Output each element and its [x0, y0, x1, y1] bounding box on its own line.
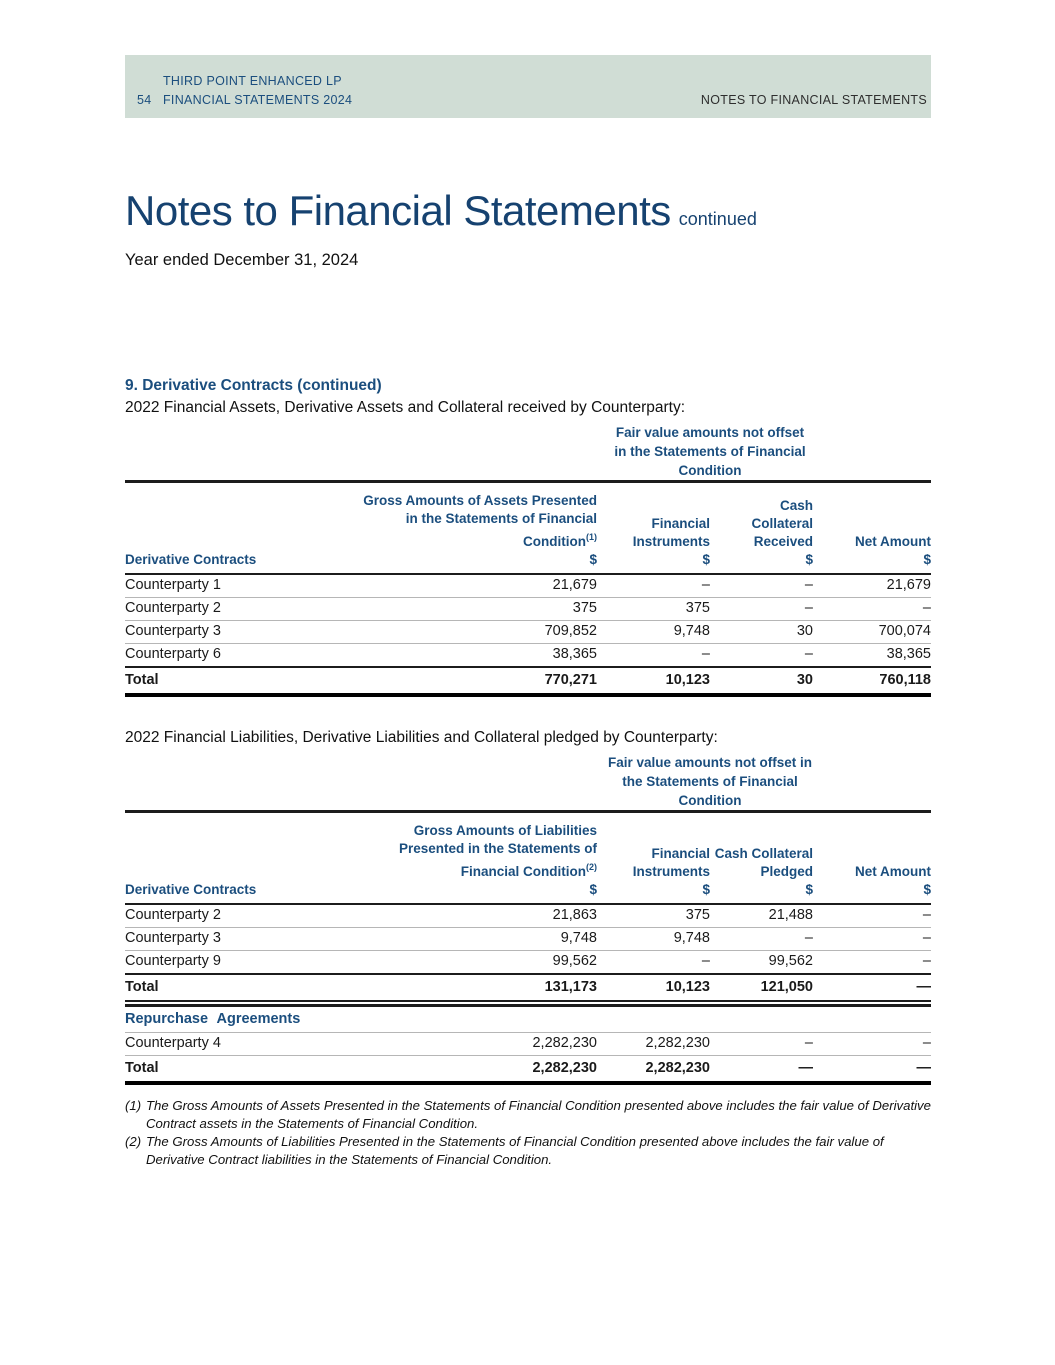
fin-instruments-value: – — [597, 644, 710, 668]
total-cash: 121,050 — [710, 974, 813, 1001]
assets-table — [125, 480, 931, 697]
table1-spanner-text — [465, 423, 955, 480]
total-cash: 30 — [710, 667, 813, 695]
table-row — [125, 598, 931, 621]
table2-column-headers — [125, 812, 931, 905]
total-label: Total — [125, 974, 310, 1001]
table2-spanner — [125, 753, 931, 810]
gross-value: 21,679 — [310, 574, 597, 598]
header-company: THIRD POINT ENHANCED LP — [163, 74, 342, 88]
cash-collateral-value: – — [710, 1032, 813, 1055]
col-line: Gross Amounts of Assets Presented — [363, 493, 597, 508]
document-title-main: Notes to Financial Statements — [125, 187, 671, 234]
footnote-1 — [125, 1097, 931, 1133]
counterparty-label: Counterparty 2 — [125, 598, 310, 621]
col-unit: $ — [805, 552, 813, 567]
spanner-line: Condition — [678, 793, 742, 808]
footnote-ref-1: (1) — [586, 532, 597, 542]
counterparty-label: Counterparty 3 — [125, 928, 310, 951]
fin-instruments-value: 2,282,230 — [597, 1032, 710, 1055]
fin-instruments-value: 9,748 — [597, 621, 710, 644]
gross-value: 375 — [310, 598, 597, 621]
net-amount-value: – — [813, 904, 931, 928]
net-amount-value: – — [813, 598, 931, 621]
table2-intro: 2022 Financial Liabilities, Derivative Liabilities and Collateral pledged by Counterparty: — [125, 729, 718, 746]
col-line: Instruments — [632, 864, 710, 879]
col-line: Cash Collateral — [714, 846, 813, 861]
total-net: — — [813, 974, 931, 1001]
col-derivative-contracts: Derivative Contracts — [125, 482, 310, 575]
total-gross: 131,173 — [310, 974, 597, 1001]
document-title — [125, 188, 931, 242]
spanner-line: in the Statements of Financial — [614, 444, 806, 459]
header-left — [137, 72, 352, 110]
cash-collateral-value: 21,488 — [710, 904, 813, 928]
col-unit: $ — [589, 552, 597, 567]
header-report: FINANCIAL STATEMENTS 2024 — [163, 93, 353, 107]
fin-instruments-value: 9,748 — [597, 928, 710, 951]
counterparty-label: Counterparty 4 — [125, 1032, 310, 1055]
cash-collateral-value: – — [710, 598, 813, 621]
section-heading: 9. Derivative Contracts (continued) — [125, 377, 382, 394]
table1-intro: 2022 Financial Assets, Derivative Assets and Collateral received by Counterparty: — [125, 399, 686, 416]
cash-collateral-value: 30 — [710, 621, 813, 644]
liabilities-table — [125, 810, 931, 1085]
col-cash-collateral-pledged — [710, 812, 813, 905]
col-unit: $ — [702, 882, 710, 897]
fin-instruments-value: 375 — [597, 904, 710, 928]
table-row — [125, 904, 931, 928]
col-line: in the Statements of Financial — [405, 511, 597, 526]
col-line: Presented in the Statements of — [398, 841, 597, 856]
col-unit: $ — [923, 552, 931, 567]
fin-instruments-value: 375 — [597, 598, 710, 621]
footnote-ref-2: (2) — [586, 862, 597, 872]
page-number: 54 — [137, 93, 152, 107]
gross-value: 21,863 — [310, 904, 597, 928]
col-line: Net Amount — [855, 534, 931, 549]
col-gross-amounts — [310, 482, 597, 575]
footnote-text: The Gross Amounts of Assets Presented in the Statements of Financial Condition presented above includes the fair value of Derivative Contract assets in the Statements of Financial Condition. — [146, 1097, 931, 1131]
footnotes — [125, 1097, 931, 1169]
col-cash-collateral-received — [710, 482, 813, 575]
gross-value: 99,562 — [310, 951, 597, 975]
counterparty-label: Counterparty 3 — [125, 621, 310, 644]
cash-collateral-value: 99,562 — [710, 951, 813, 975]
footnote-text: The Gross Amounts of Liabilities Presented in the Statements of Financial Condition presented above includes the fair value of Derivative Contract liabilities in the Statements of Financial Condition. — [146, 1133, 884, 1167]
table1-spanner — [125, 423, 931, 480]
col-financial-instruments — [597, 812, 710, 905]
counterparty-label: Counterparty 2 — [125, 904, 310, 928]
col-line: Pledged — [760, 864, 813, 879]
counterparty-label: Counterparty 9 — [125, 951, 310, 975]
table1-column-headers — [125, 482, 931, 575]
col-unit: $ — [805, 882, 813, 897]
document-title-suffix: continued — [678, 209, 757, 229]
col-financial-instruments — [597, 482, 710, 575]
footnote-2 — [125, 1133, 931, 1169]
spanner-line: Condition — [678, 463, 742, 478]
table-row — [125, 951, 931, 975]
table2-spanner-text — [465, 753, 955, 810]
col-line: Instruments — [632, 534, 710, 549]
net-amount-value: 38,365 — [813, 644, 931, 668]
header-report-line — [137, 91, 352, 110]
counterparty-label: Counterparty 1 — [125, 574, 310, 598]
col-line: Condition$^{(1)}$ — [523, 532, 597, 549]
total-gross: 2,282,230 — [310, 1055, 597, 1083]
table-row — [125, 644, 931, 668]
table-row — [125, 621, 931, 644]
total-cash: — — [710, 1055, 813, 1083]
gross-value: 2,282,230 — [310, 1032, 597, 1055]
col-gross-amounts — [310, 812, 597, 905]
net-amount-value: – — [813, 951, 931, 975]
col-net-amount — [813, 482, 931, 575]
footnote-marker: (2) — [125, 1133, 142, 1149]
col-derivative-contracts: Derivative Contracts — [125, 812, 310, 905]
gross-value: 709,852 — [310, 621, 597, 644]
page-header-banner — [125, 55, 931, 118]
col-unit: $ — [589, 882, 597, 897]
col-line: Received — [753, 534, 813, 549]
total-net: 760,118 — [813, 667, 931, 695]
total-fin: 10,123 — [597, 667, 710, 695]
footnote-marker: (1) — [125, 1097, 142, 1113]
col-unit: $ — [702, 552, 710, 567]
total-gross: 770,271 — [310, 667, 597, 695]
col-line: Gross Amounts of Liabilities — [413, 823, 597, 838]
cash-collateral-value: – — [710, 574, 813, 598]
col-line: Financial — [651, 516, 710, 531]
total-net: — — [813, 1055, 931, 1083]
net-amount-value: – — [813, 928, 931, 951]
fin-instruments-value: – — [597, 574, 710, 598]
subsection-row — [125, 1005, 931, 1032]
col-line: Net Amount — [855, 864, 931, 879]
net-amount-value: 21,679 — [813, 574, 931, 598]
subsection-label: Repurchase Agreements — [125, 1005, 931, 1032]
cash-collateral-value: – — [710, 928, 813, 951]
col-line: Financial — [651, 846, 710, 861]
col-net-amount — [813, 812, 931, 905]
total-fin: 10,123 — [597, 974, 710, 1001]
cash-collateral-value: – — [710, 644, 813, 668]
col-line: Collateral — [751, 516, 813, 531]
gross-value: 38,365 — [310, 644, 597, 668]
total-row — [125, 1055, 931, 1083]
net-amount-value: – — [813, 1032, 931, 1055]
counterparty-label: Counterparty 6 — [125, 644, 310, 668]
total-label: Total — [125, 1055, 310, 1083]
gross-value: 9,748 — [310, 928, 597, 951]
total-row — [125, 974, 931, 1001]
table-row — [125, 574, 931, 598]
spanner-line: Fair value amounts not offset in — [607, 755, 813, 770]
page-content — [125, 0, 931, 1169]
table-row — [125, 1032, 931, 1055]
col-line: Financial Condition$^{(2)}$ — [460, 862, 597, 879]
total-row — [125, 667, 931, 695]
header-right-label: NOTES TO FINANCIAL STATEMENTS — [700, 93, 927, 107]
net-amount-value: 700,074 — [813, 621, 931, 644]
spanner-line: Fair value amounts not offset — [615, 425, 805, 440]
table-row — [125, 928, 931, 951]
col-line: Cash — [779, 498, 813, 513]
col-unit: $ — [923, 882, 931, 897]
total-fin: 2,282,230 — [597, 1055, 710, 1083]
document-subtitle: Year ended December 31, 2024 — [125, 251, 359, 269]
fin-instruments-value: – — [597, 951, 710, 975]
total-label: Total — [125, 667, 310, 695]
spanner-line: the Statements of Financial — [622, 774, 798, 789]
